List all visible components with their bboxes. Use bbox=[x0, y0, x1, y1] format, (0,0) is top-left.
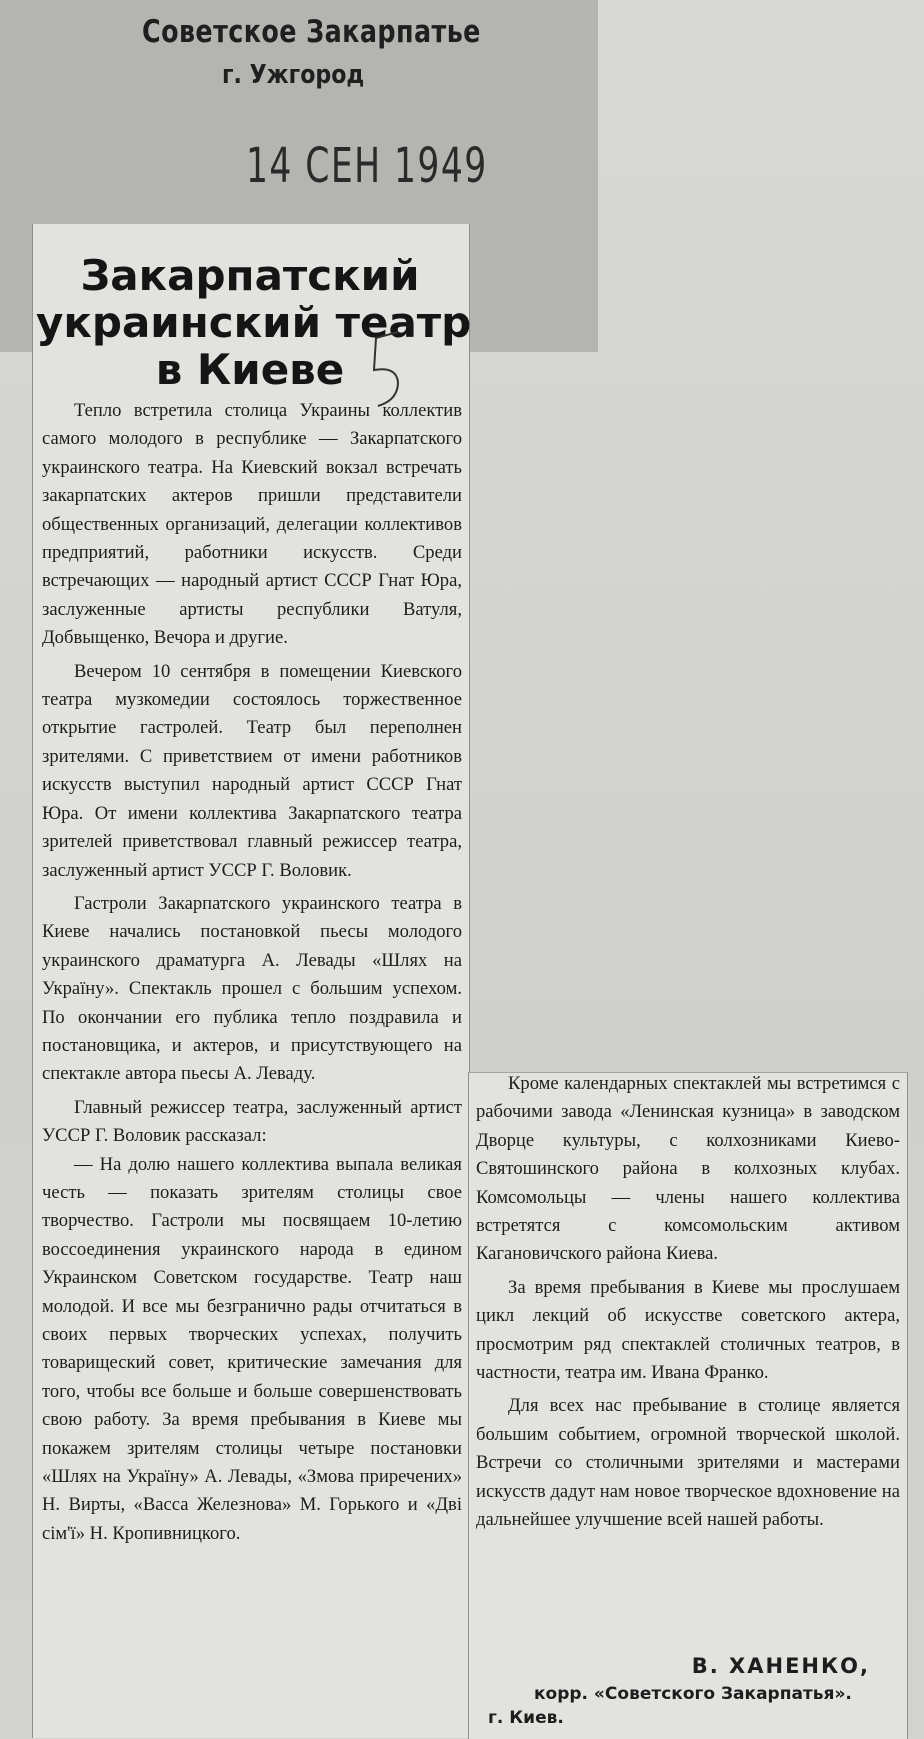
headline-line-2: украинский театр bbox=[36, 298, 472, 347]
paragraph: Гастроли Закарпатского украинского театра в Киеве начались постановкой пьесы молодого украинского драматурга А. Левады «Шлях на Україну». Спектакль прошел с большим успехом. По окончании его публика тепло поздравила и постановщика, и актеров, и присутствующего на спектакле автора пьесы А. Леваду. bbox=[42, 892, 462, 1085]
author-signature: В. ХАНЕНКО, bbox=[691, 1654, 870, 1678]
paragraph: — На долю нашего коллектива выпала великая честь — показать зрителям столицы свое творчество. Гастроли мы посвящаем 10-летию воссоединения украинского народа в едином Украинском Советском государстве. Театр наш молодой. И все мы безгранично рады отчитаться в своих первых творческих успехах, получить товарищеский совет, критические замечания для того, чтобы все больше и больше совершенствовать свою работу. За время пребывания в Киеве мы покажем зрителям столицы четыре постановки «Шлях на Україну» А. Левады, «Змова приречених» Н. Вирты, «Васса Железнова» М. Горького и «Дві сім'ї» Н. Кропивницкого. bbox=[42, 1153, 462, 1544]
date-stamp: 14 СЕН 1949 bbox=[246, 138, 488, 194]
correspondent-line: корр. «Советского Закарпатья». bbox=[534, 1684, 852, 1704]
paragraph: За время пребывания в Киеве мы прослушаем цикл лекций об искусстве советского актера, просмотрим ряд спектаклей столичных театров, в частности, театра им. Ивана Франко. bbox=[476, 1276, 900, 1384]
paragraph: Вечером 10 сентября в помещении Киевского театра музкомедии состоялось торжественное открытие гастролей. Театр был переполнен зрителями. С приветствием от имени работников искусств выступил народный артист СССР Гнат Юра. От имени коллектива Закарпатского театра зрителей приветствовал главный режиссер театра, заслуженный артист УССР Г. Воловик. bbox=[42, 660, 462, 881]
paragraph: Тепло встретила столица Украины коллектив самого молодого в республике — Закарпатского украинского театра. На Киевский вокзал встречать закарпатских актеров пришли представители общественных организаций, делегации коллективов предприятий, работники искусств. Среди встречающих — народный артист СССР Гнат Юра, заслуженные артисты республики Ватуля, Добвыщенко, Вечора и другие. bbox=[42, 400, 462, 649]
headline-line-3: в Киеве bbox=[155, 345, 345, 394]
article-left-column bbox=[42, 397, 462, 1553]
newspaper-city: г. Ужгород bbox=[222, 60, 365, 90]
dateline-place: г. Киев. bbox=[488, 1708, 564, 1728]
article-right-column bbox=[476, 1070, 900, 1540]
newspaper-name: Советское Закарпатье bbox=[142, 14, 481, 50]
headline-line-1: Закарпатский bbox=[80, 251, 420, 300]
paragraph: Кроме календарных спектаклей мы встретимся с рабочими завода «Ленинская кузница» в заводском Дворце культуры, с колхозниками Киево-Святошинского района в колхозных клубах. Комсомольцы — члены нашего коллектива встретятся с комсомольским активом Кагановичского района Киева. bbox=[476, 1073, 900, 1265]
paragraph: Для всех нас пребывание в столице является большим событием, огромной творческой школой. Встречи со столичными зрителями и мастерами искусств дадут нам новое творческое вдохновение на дальнейшее улучшение всей нашей работы. bbox=[476, 1395, 900, 1531]
paragraph: Главный режиссер театра, заслуженный артист УССР Г. Воловик рассказал: bbox=[42, 1096, 462, 1147]
